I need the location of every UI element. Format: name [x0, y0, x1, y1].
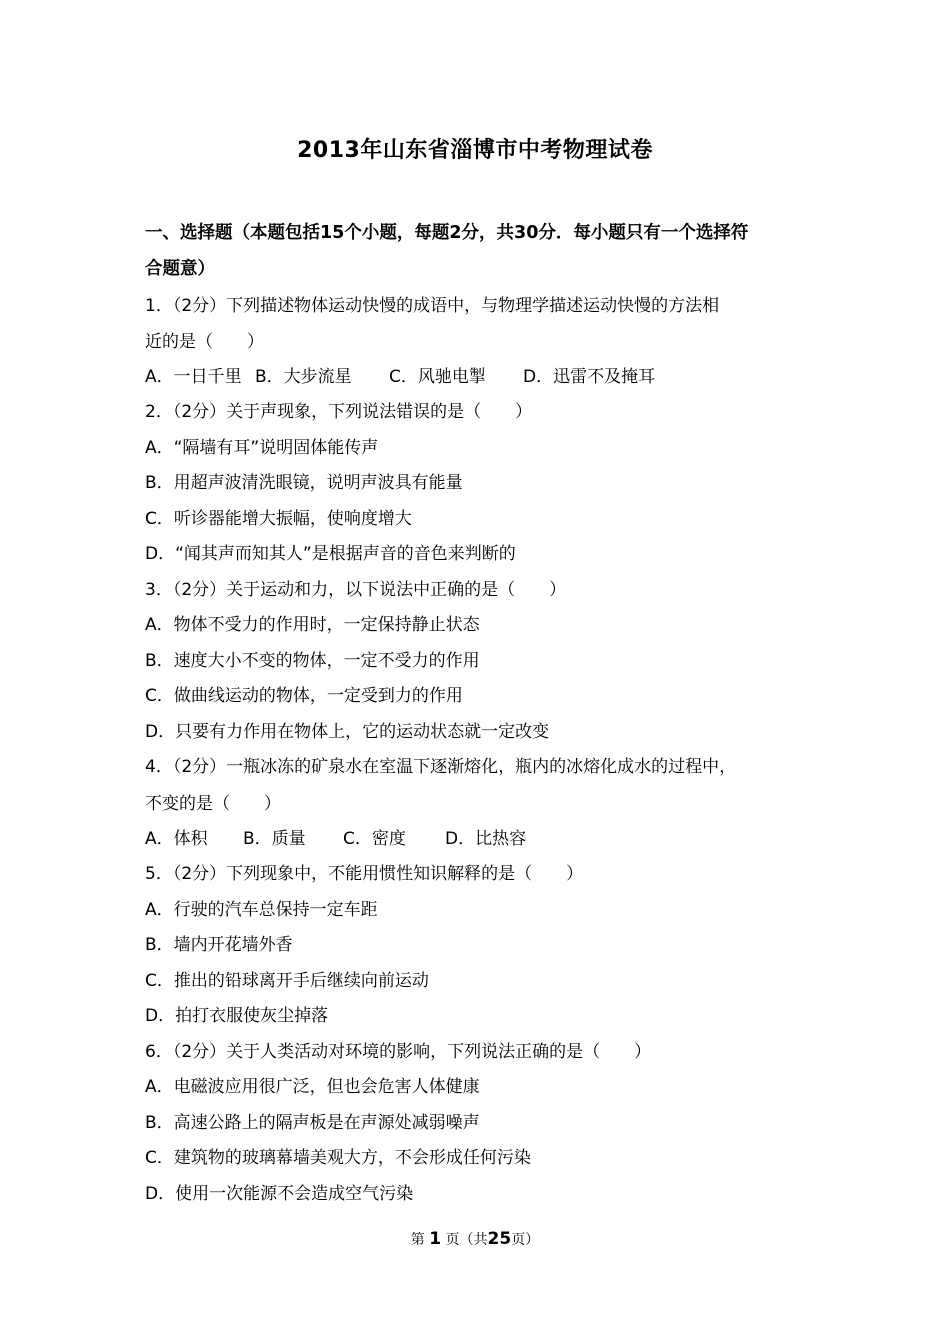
- question-stem: 6．（2分）关于人类活动对环境的影响，下列说法正确的是（ ）: [145, 1042, 652, 1062]
- question-stem: 3．（2分）关于运动和力，以下说法中正确的是（ ）: [145, 580, 567, 600]
- question-stem: 不变的是（ ）: [145, 794, 281, 814]
- section-heading-line: 合题意）: [145, 259, 215, 279]
- option: C．听诊器能增大振幅，使响度增大: [145, 509, 412, 529]
- option: B．高速公路上的隔声板是在声源处减弱噪声: [145, 1113, 480, 1133]
- option-row: [145, 364, 655, 390]
- option-row: [145, 826, 526, 852]
- option: D．比热容: [445, 829, 527, 849]
- section-heading: [145, 215, 825, 287]
- option: C．推出的铅球离开手后继续向前运动: [145, 971, 429, 991]
- option: C．密度: [343, 829, 406, 849]
- option: D．只要有力作用在物体上，它的运动状态就一定改变: [145, 722, 550, 742]
- option: C．建筑物的玻璃幕墙美观大方，不会形成任何污染: [145, 1148, 531, 1168]
- option: B．质量: [243, 829, 306, 849]
- question-stem: 1．（2分）下列描述物体运动快慢的成语中，与物理学描述运动快慢的方法相: [145, 296, 720, 316]
- page-title: 2013年山东省淄博市中考物理试卷: [297, 138, 653, 163]
- option: A．行驶的汽车总保持一定车距: [145, 900, 378, 920]
- page-number: 1: [429, 1229, 442, 1249]
- option: A．“隔墙有耳”说明固体能传声: [145, 438, 379, 458]
- option: B．速度大小不变的物体，一定不受力的作用: [145, 651, 480, 671]
- section-heading-line: 一、选择题（本题包括15个小题，每题2分，共30分．每小题只有一个选择符: [145, 223, 749, 243]
- option: A．电磁波应用很广泛，但也会危害人体健康: [145, 1077, 480, 1097]
- footer-text: 页）: [511, 1232, 540, 1248]
- option: B．用超声波清洗眼镜，说明声波具有能量: [145, 473, 463, 493]
- question-stem: 5．（2分）下列现象中，不能用惯性知识解释的是（ ）: [145, 864, 584, 884]
- total-pages: 25: [487, 1229, 512, 1249]
- option: D．迅雷不及掩耳: [523, 367, 656, 387]
- option: A．物体不受力的作用时，一定保持静止状态: [145, 615, 480, 635]
- question-stem: 近的是（ ）: [145, 332, 264, 352]
- option: B．大步流星: [255, 367, 352, 387]
- option: D．拍打衣服使灰尘掉落: [145, 1006, 329, 1026]
- option: B．墙内开花墙外香: [145, 935, 293, 955]
- footer-text: 第: [410, 1232, 425, 1248]
- question-stem: 4．（2分）一瓶冰冻的矿泉水在室温下逐渐熔化，瓶内的冰熔化成水的过程中，: [145, 757, 737, 777]
- question-stem: 2．（2分）关于声现象，下列说法错误的是（ ）: [145, 402, 533, 422]
- option: D．使用一次能源不会造成空气污染: [145, 1184, 414, 1204]
- option: C．风驰电掣: [389, 367, 486, 387]
- page-footer: [0, 1229, 950, 1249]
- option: A．一日千里: [145, 367, 242, 387]
- option: A．体积: [145, 829, 208, 849]
- option: C．做曲线运动的物体，一定受到力的作用: [145, 686, 463, 706]
- footer-text: 页（共: [445, 1232, 488, 1248]
- option: D．“闻其声而知其人”是根据声音的音色来判断的: [145, 544, 516, 564]
